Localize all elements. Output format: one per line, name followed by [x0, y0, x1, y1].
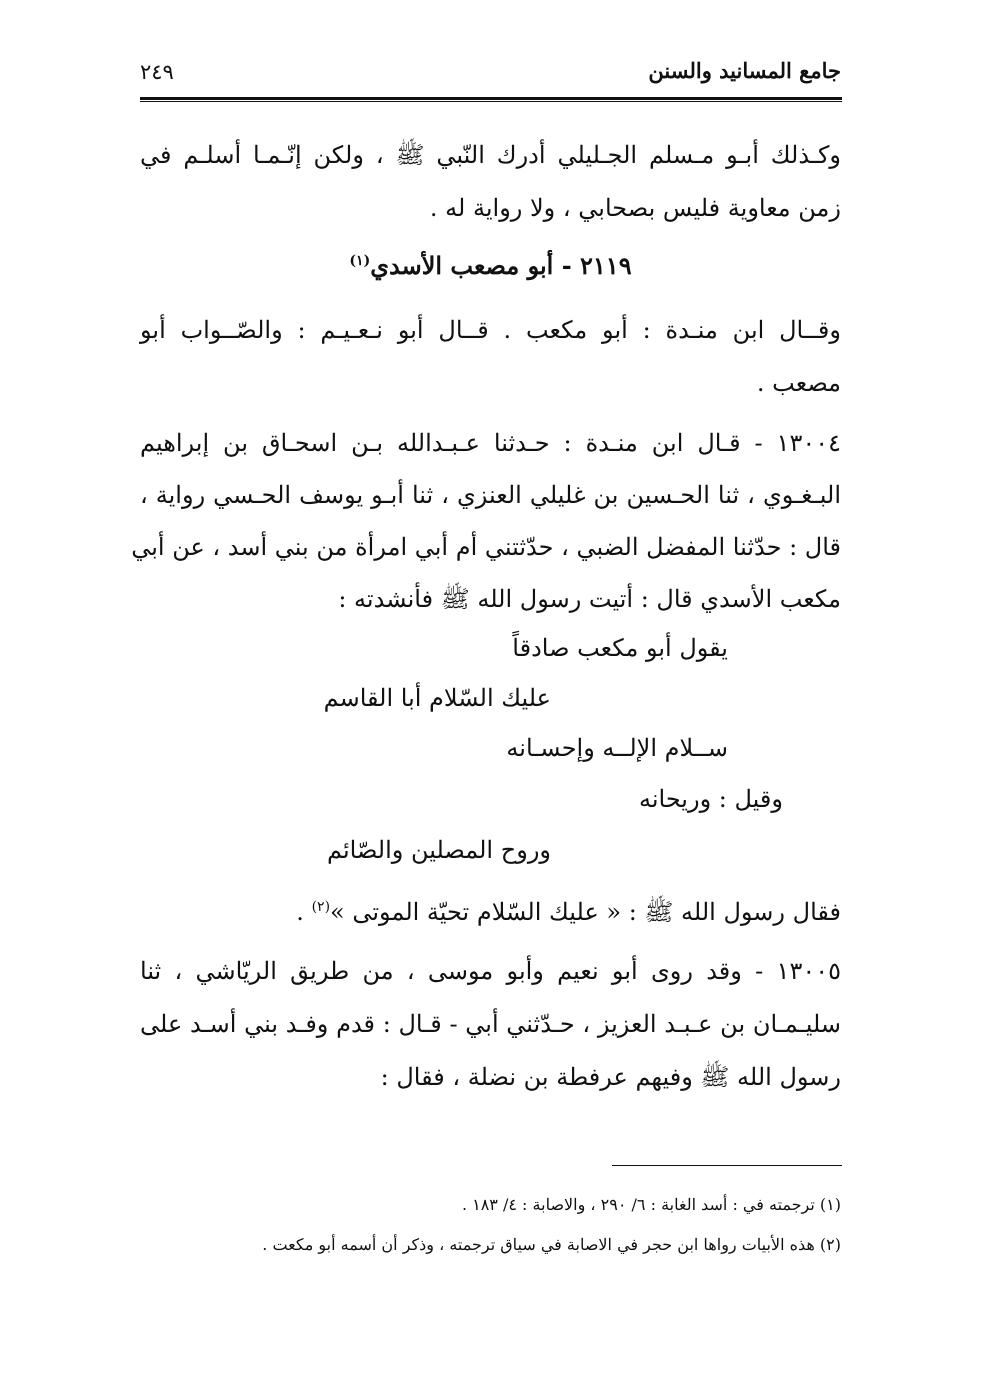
reply-end: . [296, 898, 304, 926]
footnote-2: (٢) هذه الأبيات رواها ابن حجر في الاصابة في سياق ترجمته ، وذكر أن أسمه أبو مكعت . [262, 1235, 841, 1254]
hadith-1-line-1: ١٣٠٠٤ - قـال ابن منـدة : حـدثنا عـبـدالله بـن اسحـاق بن إبراهيم [140, 429, 841, 457]
poem-verse-1: يقول أبو مكعب صادقاً [512, 634, 728, 662]
reply-text: فقال رسول الله ﷺ : « عليك السّلام تحيّة الموتى » [330, 898, 841, 926]
para-name-line-1: وقــال ابن منـدة : أبو مكعب . قــال أبو نـعـيـم : والصّــواب أبو [140, 316, 841, 344]
section-dash: - [561, 251, 572, 280]
hadith-1-line-2: البـغـوي ، ثنا الحـسين بن غليلي العنزي ، ثنا أبـو يوسف الحـسي رواية ، [140, 481, 841, 509]
hadith-1-line-3: قال : حدّثنا المفضل الضبي ، حدّثتني أم أبي امرأة من بني أسد ، عن أبي [131, 533, 841, 561]
intro-line-1: وكـذلك أبـو مـسلم الجـليلي أدرك النّبي ﷺ ، ولكن إنّـمـا أسلـم في [140, 141, 841, 169]
section-number: ٢١١٩ [580, 251, 632, 280]
hadith-2-line-2: سليـمـان بن عـبـد العزيز ، حـدّثني أبي - قـال : قدم وفـد بني أسـد على [140, 1010, 841, 1038]
header-rule-thin [140, 101, 842, 102]
hadith-1-line-4: مكعب الأسدي قال : أتيت رسول الله ﷺ فأنشدته : [338, 585, 841, 613]
poem-verse-3: ســلام الإلــه وإحسـانه [506, 734, 728, 762]
hadith-2-line-1: ١٣٠٠٥ - وقد روى أبو نعيم وأبو موسى ، من طريق الريّاشي ، ثنا [140, 957, 841, 985]
poem-verse-2: عليك السّلام أبا القاسم [323, 684, 551, 712]
intro-line-2: زمن معاوية فليس بصحابي ، ولا رواية له . [429, 194, 841, 222]
footnote-rule [612, 1165, 842, 1166]
para-name-line-2: مصعب . [756, 369, 841, 397]
poem-verse-4: وروح المصلين والصّائم [327, 836, 551, 864]
footnote-1: (١) ترجمته في : أسد الغابة : ٦/ ٢٩٠ ، والاصابة : ٤/ ١٨٣ . [461, 1195, 841, 1214]
footnote-ref-2: (٢) [311, 899, 331, 915]
hadith-2-line-3: رسول الله ﷺ وفيهم عرفطة بن نضلة ، فقال : [380, 1063, 841, 1091]
section-title: أبو مصعب الأسدي [370, 251, 554, 280]
header-rule [140, 97, 842, 100]
section-heading [140, 251, 841, 280]
poem-variant: وقيل : وريحانه [638, 785, 783, 813]
footnote-ref-1: (١) [349, 253, 371, 269]
reply-line [296, 892, 841, 927]
running-header-title: جامع المسانيد والسنن [648, 58, 841, 83]
page-number: ٢٤٩ [140, 60, 174, 84]
